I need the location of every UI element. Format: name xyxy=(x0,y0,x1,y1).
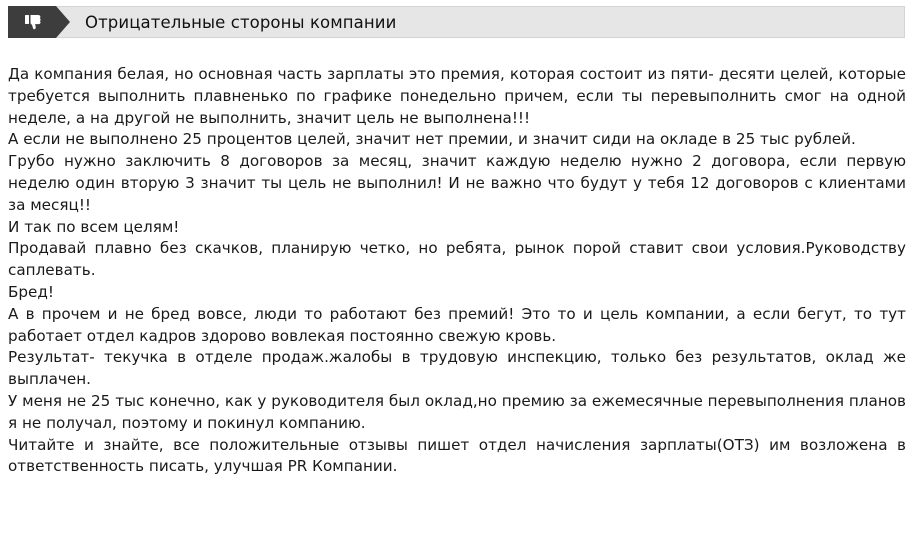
review-paragraph: Продавай плавно без скачков, планирую четко, но ребята, рынок порой ставит свои условия.Руководству саплевать. xyxy=(8,239,906,280)
review-paragraph: А в прочем и не бред вовсе, люди то работают без премий! Это то и цель компании, а если бегут, то тут работает отдел кадров здорово вовлекая постоянно свежую кровь. xyxy=(8,304,906,345)
thumbs-down-icon xyxy=(8,6,72,38)
review-paragraph: А если не выполнено 25 процентов целей, значит нет премии, и значит сиди на окладе в 25 тыс рублей. xyxy=(8,130,856,149)
review-paragraph: Бред! xyxy=(8,282,54,301)
section-header xyxy=(8,6,905,38)
review-paragraph: Да компания белая, но основная часть зарплаты это премия, которая состоит из пяти- десяти целей, которые требуется выполнить плавненько по графике понедельно причем, если ты перевыполнить смог на одной неделе, а на другой не выполнить, значит цель не выполнена!!! xyxy=(8,65,906,127)
review-paragraph: Читайте и знайте, все положительные отзывы пишет отдел начисления зарплаты(ОТЗ) им возложена в ответственность писать, улучшая PR Компании. xyxy=(8,435,906,476)
header-icon-box xyxy=(8,6,58,38)
review-paragraph: И так по всем целям! xyxy=(8,217,180,236)
review-body xyxy=(8,64,906,478)
review-paragraph: Результат- текучка в отделе продаж.жалобы в трудовую инспекцию, только без результатов, оклад же выплачен. xyxy=(8,348,906,389)
header-title: Отрицательные стороны компании xyxy=(85,13,397,32)
review-paragraph: Грубо нужно заключить 8 договоров за месяц, значит каждую неделю нужно 2 договора, если первую неделю один вторую 3 значит ты цель не выполнил! И не важно что будут у тебя 12 договоров с клиентами за месяц!! xyxy=(8,152,906,214)
review-paragraph: У меня не 25 тыс конечно, как у руководителя был оклад,но премию за ежемесячные перевыполнения планов я не получал, поэтому и покинул компанию. xyxy=(8,391,906,432)
